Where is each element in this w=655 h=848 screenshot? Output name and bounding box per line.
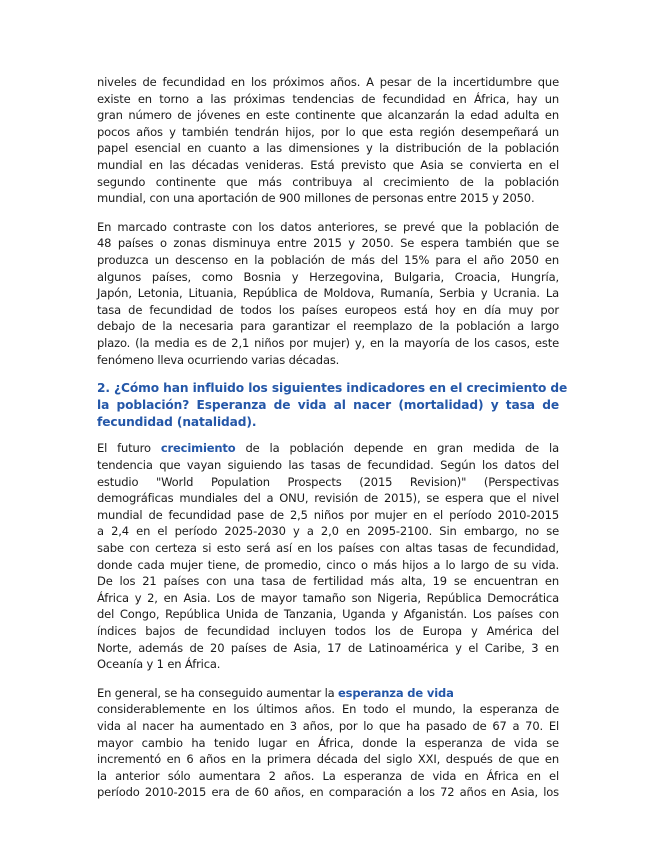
section-heading	[97, 380, 568, 430]
text-line: pocos años y también tendrán hijos, por lo que esta región desempeñará un	[97, 124, 559, 139]
text-line: incrementó en 6 años en la primera década del siglo XXI, después de que en	[97, 752, 559, 767]
text-line: mundial de fecundidad pase de 2,5 niños por mujer en el período 2010-2015	[97, 507, 559, 522]
text-line: segundo continente que más contribuya al crecimiento de la población	[97, 174, 559, 189]
text-line: algunos países, como Bosnia y Herzegovina, Bulgaria, Croacia, Hungría,	[97, 269, 559, 284]
text-line: tasa de fecundidad de todos los países europeos está hoy en día muy por	[97, 302, 559, 317]
text-line: fenómeno lleva ocurriendo varias décadas.	[97, 352, 340, 367]
text-line: En marcado contraste con los datos anteriores, se prevé que la población de	[97, 219, 559, 234]
text-line: donde cada mujer tiene, de promedio, cinco o más hijos a lo largo de su vida.	[97, 557, 559, 572]
text-line: Oceanía y 1 en África.	[97, 657, 221, 672]
text-line: estudio "World Population Prospects (2015 Revision)" (Perspectivas	[97, 474, 559, 489]
text-line: la anterior sólo aumentara 2 años. La esperanza de vida en África en el	[97, 768, 559, 783]
text-line: considerablemente en los últimos años. En todo el mundo, la esperanza de	[97, 702, 559, 717]
text-line: vida al nacer ha aumentado en 3 años, por lo que ha pasado de 67 a 70. El	[97, 718, 559, 733]
text-line: mayor cambio ha tenido lugar en África, donde la esperanza de vida se	[97, 735, 559, 750]
document-page	[97, 74, 568, 801]
text-line: Norte, además de 20 países de Asia, 17 de Latinoamérica y el Caribe, 3 en	[97, 640, 559, 655]
text-line: De los 21 países con una tasa de fertilidad más alta, 19 se encuentran en	[97, 574, 559, 589]
text-line: produzca un descenso en la población de más del 15% para el año 2050 en	[97, 252, 559, 267]
text-line: del Congo, República Unida de Tanzania, Uganda y Afganistán. Los países con	[97, 607, 559, 622]
paragraph-fertility-africa-asia	[97, 74, 559, 207]
text-line: demográficas mundiales del a ONU, revisión de 2015), se espera que el nivel	[97, 491, 559, 506]
text-line: índices bajos de fecundidad incluyen todos los de Europa y América del	[97, 624, 559, 639]
text-line: gran número de jóvenes en este continente que alcanzarán la edad adulta en	[97, 108, 559, 123]
text-line: África y 2, en Asia. Los de mayor tamaño son Nigeria, República Democrática	[97, 590, 559, 605]
text-fragment: El futuro	[97, 441, 161, 456]
text-fragment: En general, se ha conseguido aumentar la	[97, 685, 339, 700]
esperanza-de-vida-link[interactable]: esperanza de vida	[338, 685, 454, 700]
text-line: período 2010-2015 era de 60 años, en comparación a los 72 años en Asia, los	[97, 785, 559, 800]
text-line: Japón, Letonia, Lituania, República de Moldova, Rumanía, Serbia y Ucrania. La	[97, 286, 559, 301]
heading-line: la población? Esperanza de vida al nacer (mortalidad) y tasa de	[97, 397, 559, 412]
paragraph-fertility-trends	[97, 440, 559, 672]
text-line	[97, 685, 559, 702]
text-line: a 2,4 en el período 2025-2030 y a 2,0 en 2095-2100. Sin embargo, no se	[97, 524, 559, 539]
text-line: tendencia que vayan siguiendo las tasas de fecundidad. Según los datos del	[97, 458, 559, 473]
text-line	[97, 440, 559, 457]
text-line: papel esencial en cuanto a las dimensiones y la distribución de la población	[97, 141, 559, 156]
crecimiento-link[interactable]: crecimiento	[160, 441, 236, 456]
text-line: sabe con certeza si esto será así en los países con altas tasas de fecundidad,	[97, 541, 559, 556]
heading-line: 2. ¿Cómo han influido los siguientes indicadores en el crecimiento de	[97, 381, 568, 396]
text-line: mundial en las décadas venideras. Está previsto que Asia se convierta en el	[97, 157, 559, 172]
text-line: 48 países o zonas disminuya entre 2015 y 2050. Se espera también que se	[97, 236, 559, 251]
text-line: niveles de fecundidad en los próximos años. A pesar de la incertidumbre que	[97, 75, 559, 89]
paragraph-life-expectancy	[97, 685, 559, 801]
text-line: existe en torno a las próximas tendencias de fecundidad en África, hay un	[97, 91, 559, 106]
text-line: mundial, con una aportación de 900 millones de personas entre 2015 y 2050.	[97, 191, 535, 206]
text-line: plazo. (la media es de 2,1 niños por mujer) y, en la mayoría de los casos, este	[97, 335, 559, 350]
text-fragment: de la población depende en gran medida de la	[235, 441, 559, 456]
heading-line: fecundidad (natalidad).	[97, 414, 257, 429]
paragraph-population-decline	[97, 219, 559, 368]
text-line: debajo de la necesaria para garantizar el reemplazo de la población a largo	[97, 319, 559, 334]
